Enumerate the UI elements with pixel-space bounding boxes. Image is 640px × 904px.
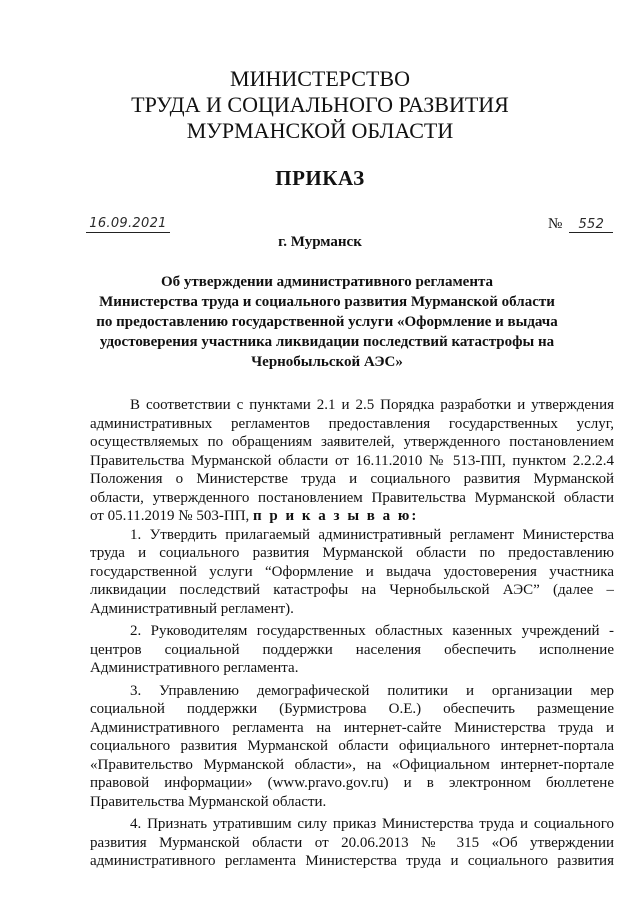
item-2-line: 2. Руководителям государственных областных казенных учреждений - (130, 623, 614, 639)
subject-line: Министерства труда и социального развития Мурманской области (99, 294, 555, 310)
item-3-line: социального развития Мурманской области официального интернет-портала (90, 738, 614, 754)
item-1-line: труда и социального развития Мурманской области по предоставлению (90, 545, 614, 561)
order-title: ПРИКАЗ (275, 166, 365, 190)
subject-line: удостоверения участника ликвидации последствий катастрофы на (99, 334, 555, 350)
item-4-line: развития Мурманской области от 20.06.2013 № 315 «Об утверждении (90, 834, 614, 851)
order-date: 16.09.2021 (89, 216, 167, 231)
ministry-line: МУРМАНСКОЙ ОБЛАСТИ (186, 118, 454, 143)
preamble-line: Положения о Министерстве труда и социального развития Мурманской (90, 471, 614, 487)
date-underline (86, 232, 170, 233)
subject-line: Чернобыльской АЭС» (251, 354, 403, 370)
item-1-line: ликвидации последствий катастрофы на Чернобыльской АЭС” (далее – (90, 582, 614, 598)
ministry-header (0, 66, 640, 144)
city-line: г. Мурманск (278, 234, 362, 250)
item-3-line: Правительства Мурманской области. (90, 793, 327, 810)
item-3-line: «Правительство Мурманской области», на «Официальном интернет-портале (90, 756, 614, 773)
item-2-line: центров социальной поддержки населения обеспечить исполнение (90, 641, 614, 658)
item-3-line: социальной поддержки (Бурмистрова О.Е.) обеспечить размещение (90, 701, 614, 717)
item-1-line: Административный регламент). (90, 600, 294, 617)
order-subject (60, 272, 594, 372)
preamble-last-text: от 05.11.2019 № 503-ПП, (90, 508, 250, 524)
number-sign: № (548, 216, 563, 232)
item-3-line: 3. Управлению демографической политики и организации мер (130, 682, 614, 699)
ministry-line: МИНИСТЕРСТВО (230, 66, 410, 91)
preamble-line: осуществляемых по обращениям заявителей, утвержденного постановлением (90, 434, 614, 450)
item-4-line: 4. Признать утратившим силу приказ Министерства труда и социального (130, 816, 614, 832)
preamble-last-line (90, 507, 614, 526)
ministry-line: ТРУДА И СОЦИАЛЬНОГО РАЗВИТИЯ (131, 92, 509, 117)
order-body (90, 396, 614, 871)
item-3-line: Административного регламента на интернет-сайте Министерства труда и (90, 719, 614, 736)
order-number-field (548, 215, 613, 233)
order-word: п р и к а з ы в а ю: (253, 508, 419, 524)
item-2-line: Административного регламента. (90, 660, 299, 676)
preamble-line: области, утвержденного постановлением Правительства Мурманской области (90, 489, 614, 506)
order-number: 552 (569, 217, 613, 233)
preamble-line: В соответствии с пунктами 2.1 и 2.5 Порядка разработки и утверждения (130, 397, 614, 413)
preamble-line: Правительства Мурманской области от 16.11.2010 № 513-ПП, пунктом 2.2.2.4 (90, 452, 614, 469)
item-3-line: правовой информации» (www.pravo.gov.ru) и в электронном бюллетене (90, 775, 614, 791)
item-1-line: государственной услуги “Оформление и выдача удостоверения участника (90, 563, 614, 580)
subject-line: по предоставлению государственной услуги «Оформление и выдача (96, 314, 558, 330)
subject-line: Об утверждении административного регламента (160, 274, 494, 290)
item-1-line: 1. Утвердить прилагаемый административный регламент Министерства (130, 526, 614, 543)
preamble-line: административных регламентов предоставления государственных услуг, (90, 415, 614, 432)
order-date-field (86, 216, 170, 233)
item-4-line: административного регламента Министерства труда и социального развития (90, 853, 614, 869)
